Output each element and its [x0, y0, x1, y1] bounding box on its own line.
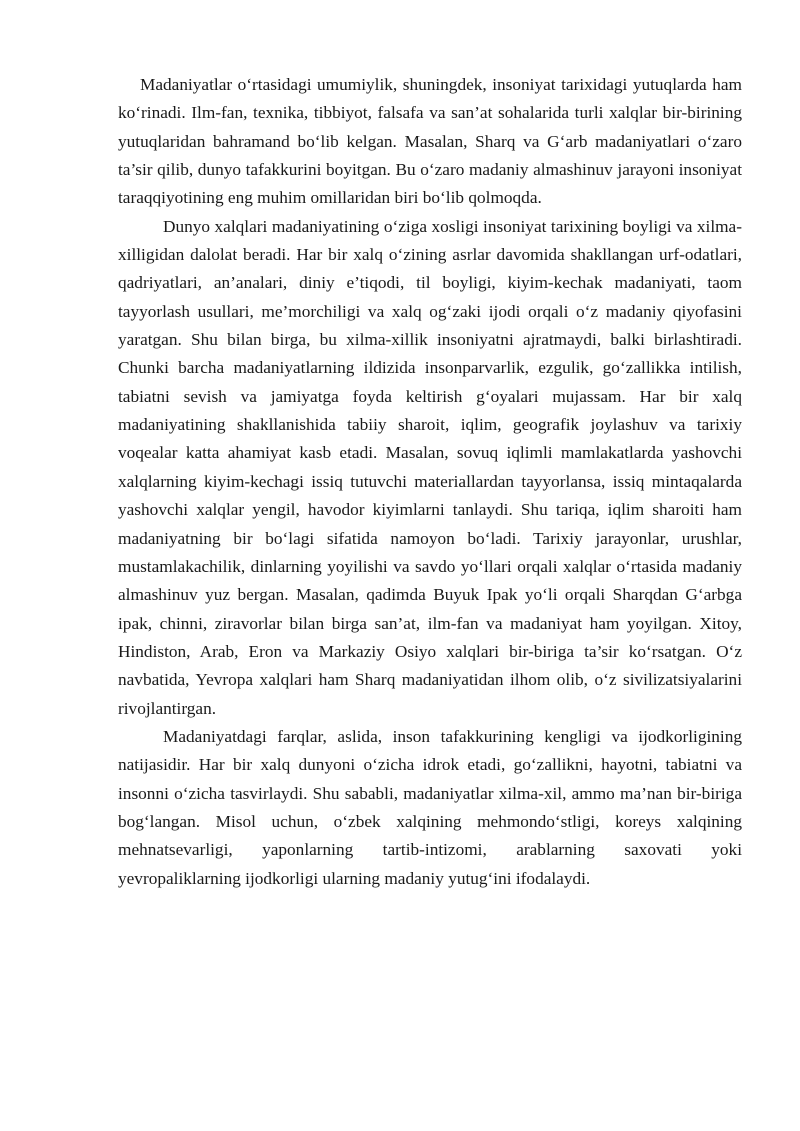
paragraph-3: Madaniyatdagi farqlar, aslida, inson tafakkurining kengligi va ijodkorligining natijasidir. Har bir xalq dunyoni o‘zicha idrok etadi, go‘zallikni, hayotni, tabiatni va insonni o‘zicha tasvirlaydi. Shu sababli, madaniyatlar xilma-xil, ammo ma’nan bir-biriga bog‘langan. Misol uchun, o‘zbek xalqining mehmondo‘stligi, koreys xalqining mehnatsevarligi, yaponlarning tartib-intizomi, arablarning saxovati yoki yevropaliklarning ijodkorligi ularning madaniy yutug‘ini ifodalaydi.	[118, 726, 742, 888]
paragraph-2: Dunyo xalqlari madaniyatining o‘ziga xosligi insoniyat tarixining boyligi va xilma-xilligidan dalolat beradi. Har bir xalq o‘zining asrlar davomida shakllangan urf-odatlari, qadriyatlari, an’analari, diniy e’tiqodi, til boyligi, kiyim-kechak madaniyati, taom tayyorlash usullari, me’morchiligi va xalq og‘zaki ijodi orqali o‘z madaniy qiyofasini yaratgan. Shu bilan birga, bu xilma-xillik insoniyatni ajratmaydi, balki birlashtiradi. Chunki barcha madaniyatlarning ildizida insonparvarlik, ezgulik, go‘zallikka intilish, tabiatni sevish va jamiyatga foyda keltirish g‘oyalari mujassam. Har bir xalq madaniyatining shakllanishida tabiiy sharoit, iqlim, geografik joylashuv va tarixiy voqealar katta ahamiyat kasb etadi. Masalan, sovuq iqlimli mamlakatlarda yashovchi xalqlarning kiyim-kechagi issiq tutuvchi materiallardan tayyorlansa, issiq mintaqalarda yashovchi xalqlar yengil, havodor kiyimlarni tanlaydi. Shu tariqa, iqlim sharoiti ham madaniyatning bir bo‘lagi sifatida namoyon bo‘ladi. Tarixiy jarayonlar, urushlar, mustamlakachilik, dinlarning yoyilishi va savdo yo‘llari orqali xalqlar o‘rtasida madaniy almashinuv yuz bergan. Masalan, qadimda Buyuk Ipak yo‘li orqali Sharqdan G‘arbga ipak, chinni, ziravorlar bilan birga san’at, ilm-fan va madaniyat ham yoyilgan. Xitoy, Hindiston, Arab, Eron va Markaziy Osiyo xalqlari bir-biriga ta’sir ko‘rsatgan. O‘z navbatida, Yevropa xalqlari ham Sharq madaniyatidan ilhom olib, o‘z sivilizatsiyalarini rivojlantirgan.	[118, 216, 742, 718]
document-page	[118, 71, 742, 893]
paragraph-1: Madaniyatlar o‘rtasidagi umumiylik, shuningdek, insoniyat tarixidagi yutuqlarda ham ko‘rinadi. Ilm-fan, texnika, tibbiyot, falsafa va san’at sohalarida turli xalqlar bir-birining yutuqlaridan bahramand bo‘lib kelgan. Masalan, Sharq va G‘arb madaniyatlari o‘zaro ta’sir qilib, dunyo tafakkurini boyitgan. Bu o‘zaro madaniy almashinuv jarayoni insoniyat taraqqiyotining eng muhim omillaridan biri bo‘lib qolmoqda.	[118, 75, 742, 208]
